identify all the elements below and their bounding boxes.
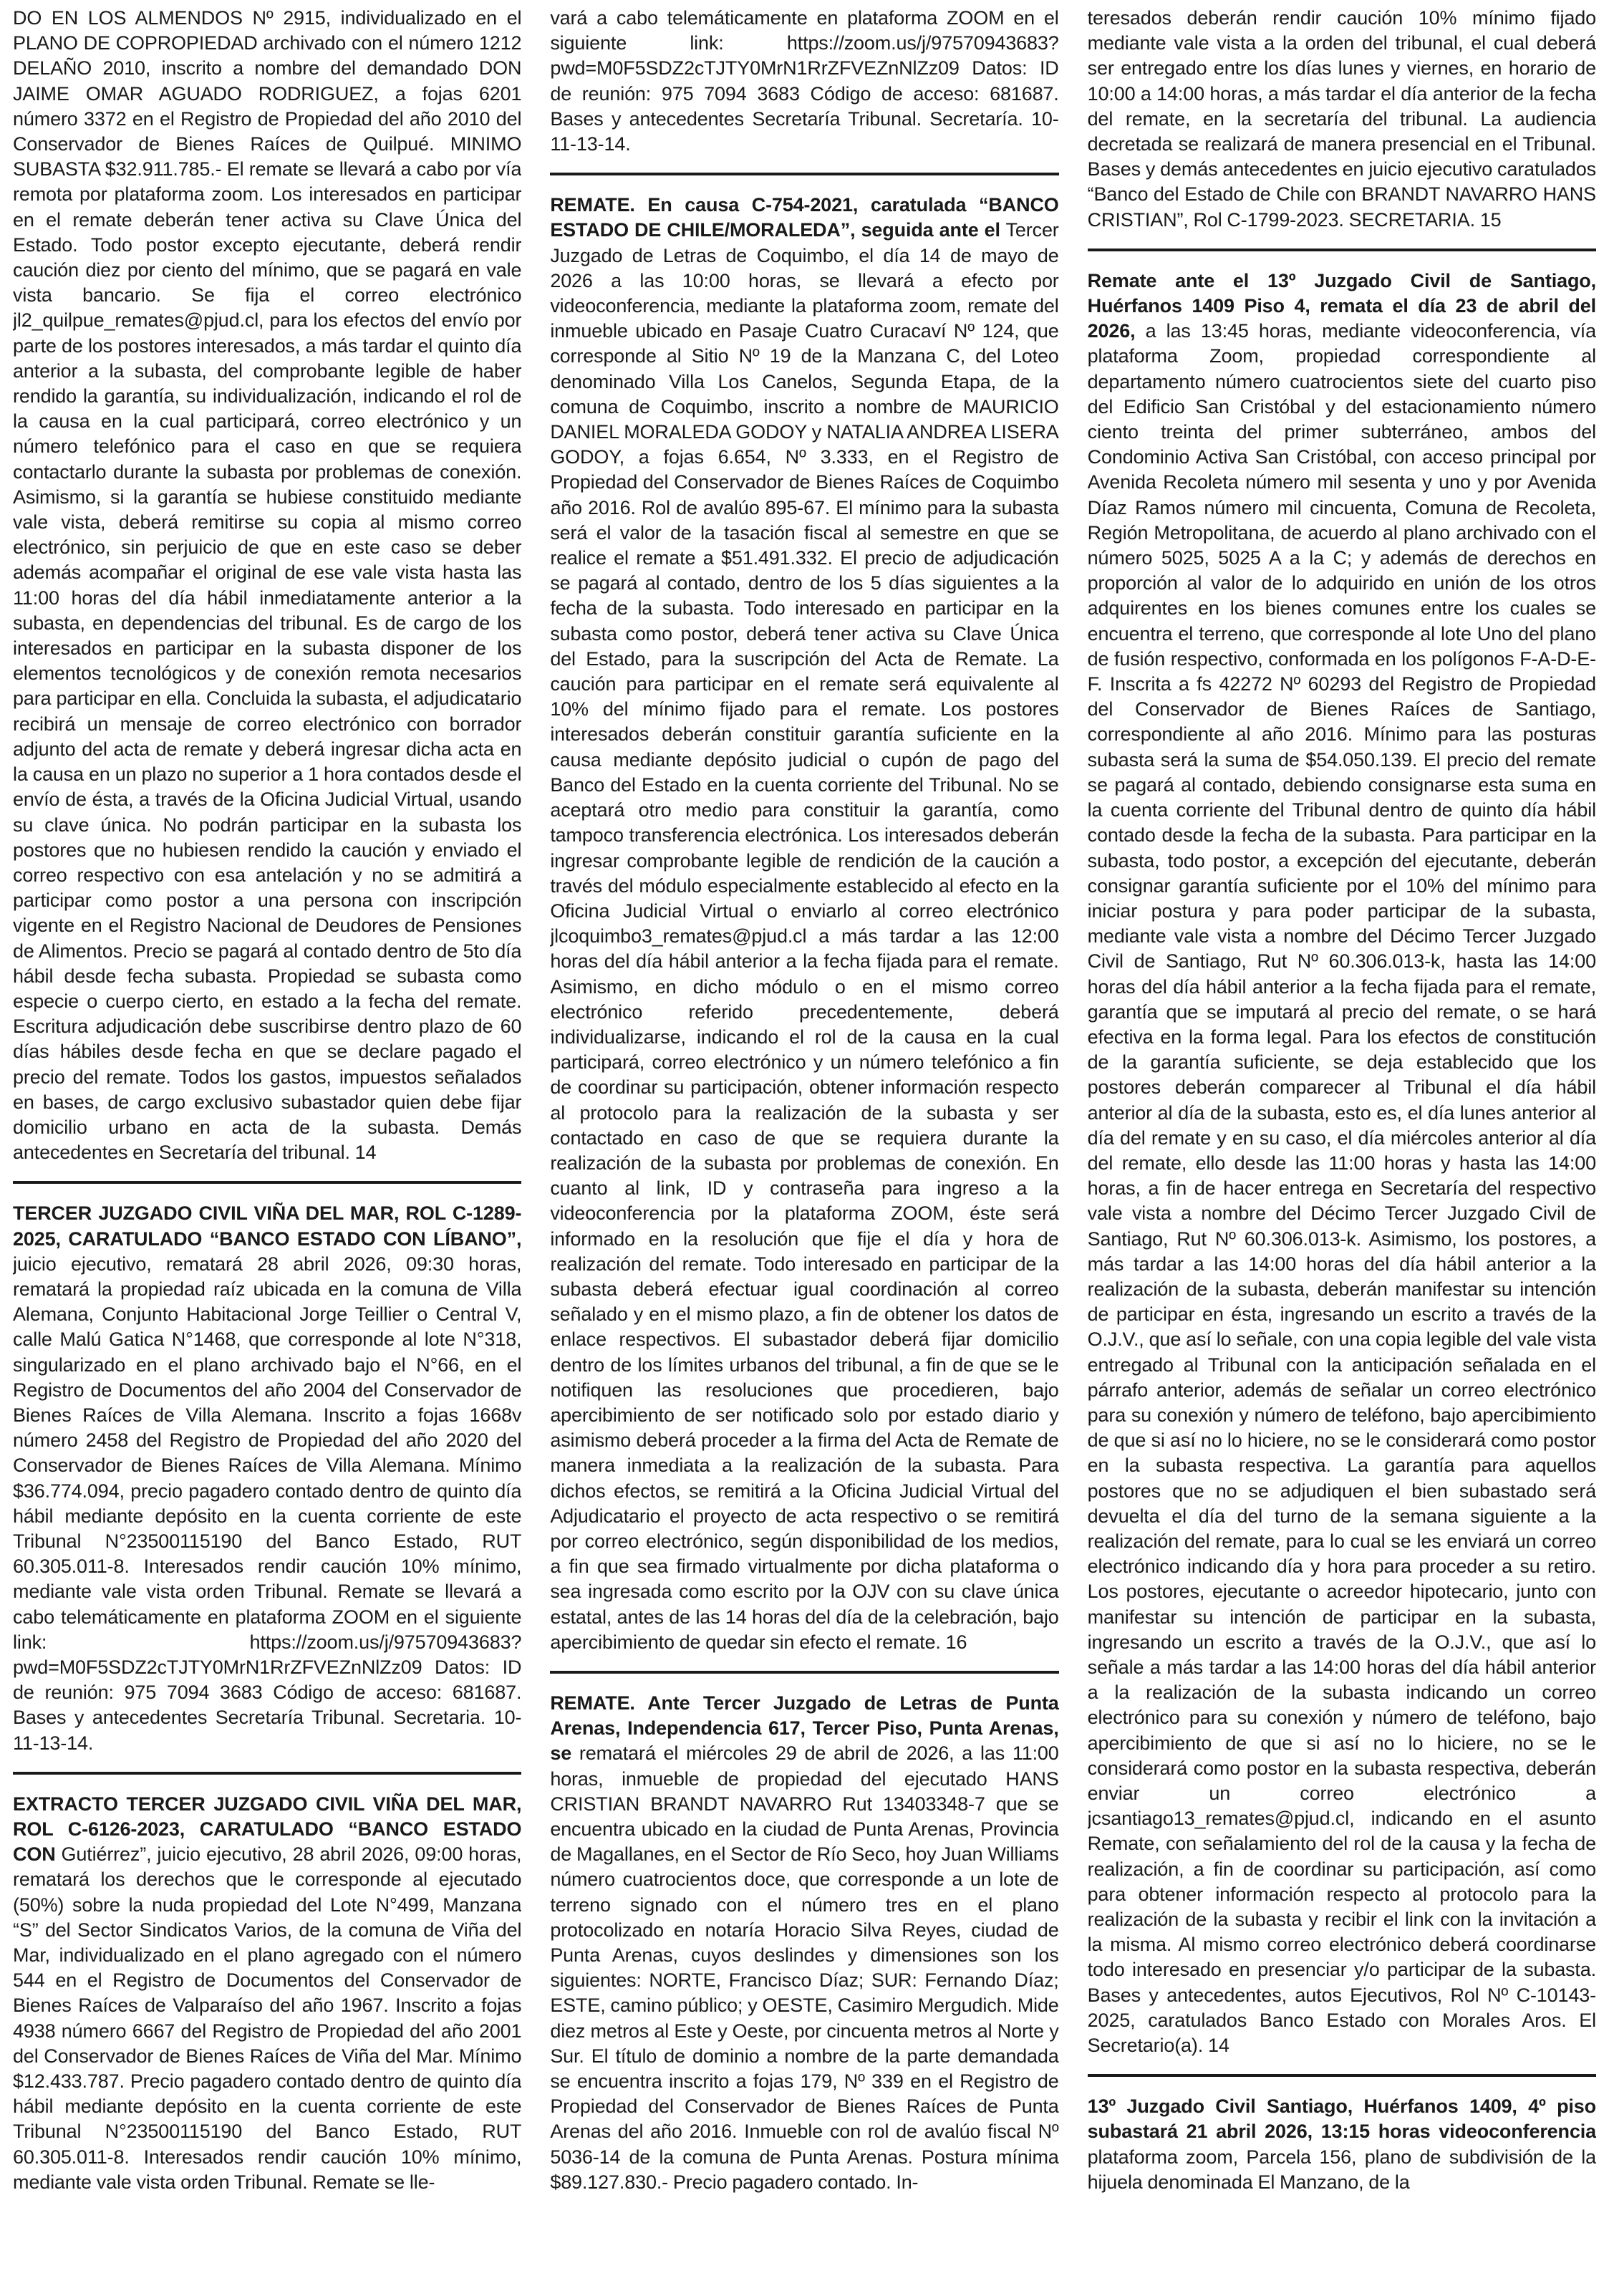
notice-body: vará a cabo telemáticamente en plataforma ZOOM en el siguiente link: https://zoom.us/j/97570943683?pwd=M0F5SDZ2cTJTY0MrN1RrZFVEZnNlZz09 Datos: ID de reunión: 975 7094 3683 Código de acceso: 681687. Bases y antecedentes Secretaría Tribunal. Secretaría. 10-11-13-14. — [550, 7, 1059, 155]
notice-heading: Remate ante el 13º Juzgado Civil de Santiago, Huérfanos 1409 Piso 4, remata el día 23 de abril del 2026, — [1087, 269, 1596, 342]
notice-heading: REMATE. Ante Tercer Juzgado de Letras de Punta Arenas, Independencia 617, Tercer Piso, Punta Arenas, se — [550, 1692, 1059, 1765]
notice-coquimbo-c-754-2021 — [550, 173, 1058, 1655]
notice-body: rematará el miércoles 29 de abril de 2026, a las 11:00 horas, inmueble de propiedad del ejecutado HANS CRISTIAN BRANDT NAVARRO Rut 13403348-7 que se encuentra ubicado en la ciudad de Punta Arenas, Provincia de Magallanes, en el Sector de Río Seco, hoy Juan Williams número cuatrocientos doce, que corresponde a un lote de terreno signado con el número tres en el plano protocolizado en notaría Horacio Silva Reyes, ciudad de Punta Arenas, cuyos deslindes y dimensiones son los siguientes: NORTE, Francisco Díaz; SUR: Fernando Díaz; ESTE, camino público; y OESTE, Casimiro Mergudich. Mide diez metros al Este y Oeste, por cincuenta metros al Norte y Sur. El título de dominio a nombre de la parte demandada se encuentra inscrito a fojas 179, Nº 339 en el Registro de Propiedad del Conservador de Bienes Raíces de Punta Arenas del año 2016. Inmueble con rol de avalúo fiscal Nº 5036-14 de la comuna de Punta Arenas. Postura mínima $89.127.830.- Precio pagadero contado. In- — [550, 1742, 1059, 2193]
notice-heading: TERCER JUZGADO CIVIL VIÑA DEL MAR, ROL C-1289-2025, CARATULADO “BANCO ESTADO CON LÍBANO”, — [13, 1202, 522, 1250]
notice-vina-c-6126-2023 — [13, 1772, 521, 2195]
column-2 — [550, 6, 1058, 2296]
notice-continuation — [550, 6, 1058, 157]
notice-body: juicio ejecutivo, rematará 28 abril 2026, 09:30 horas, rematará la propiedad raíz ubicada en la comuna de Villa Alemana, Conjunto Habitacional Jorge Teillier o Central V, calle Malú Gatica N°1468, que corresponde al lote N°318, singularizado en el plano archivado bajo el N°66, en el Registro de Documentos del año 2004 del Conservador de Bienes Raíces de Villa Alemana. Inscrito a fojas 1668v número 2458 del Registro de Propiedad del año 2020 del Conservador de Bienes Raíces de Villa Alemana. Mínimo $36.774.094, precio pagadero contado dentro de quinto día hábil mediante depósito en la cuenta corriente de este Tribunal N°23500115190 del Banco Estado, RUT 60.305.011-8. Interesados rendir caución 10% mínimo, mediante vale vista orden Tribunal. Remate se llevará a cabo telemáticamente en plataforma ZOOM en el siguiente link: https://zoom.us/j/97570943683?pwd=M0F5SDZ2cTJTY0MrN1RrZFVEZnNlZz09 Datos: ID de reunión: 975 7094 3683 Código de acceso: 681687. Bases y antecedentes Secretaría Tribunal. Secretaria. 10-11-13-14. — [13, 1253, 522, 1754]
column-1 — [13, 6, 521, 2296]
notice-body: DO EN LOS ALMENDOS Nº 2915, individualizado en el PLANO DE COPROPIEDAD archivado con el número 1212 DELAÑO 2010, inscrito a nombre del demandado DON JAIME OMAR AGUADO RODRIGUEZ, a fojas 6201 número 3372 en el Registro de Propiedad del año 2010 del Conservador de Bienes Raíces de Quilpué. MINIMO SUBASTA $32.911.785.- El remate se llevará a cabo por vía remota por plataforma zoom. Los interesados en participar en el remate deberán tener activa su Clave Única del Estado. Todo postor excepto ejecutante, deberá rendir caución diez por ciento del mínimo, que se pagará en vale vista bancario. Se fija el correo electrónico jl2_quilpue_remates@pjud.cl, para los efectos del envío por parte de los postores interesados, a más tardar el quinto día anterior a la subasta, del comprobante legible de haber rendido la garantía, su individualización, indicando el rol de la causa en la cual participará, correo electrónico y un número telefónico para el caso en que se requiera contactarlo durante la subasta por problemas de conexión. Asimismo, si la garantía se hubiese constituido mediante vale vista, deberá remitirse su copia al mismo correo electrónico, sin perjuicio de que en este caso se deber además acompañar el original de ese vale vista hasta las 11:00 horas del día hábil inmediatamente anterior a la subasta, en dependencias del tribunal. Es de cargo de los interesados en participar en la subasta disponer de los elementos tecnológicos y de conexión remota necesarios para participar en ella. Concluida la subasta, el adjudicatario recibirá un mensaje de correo electrónico con borrador adjunto del acta de remate y deberá ingresar dicha acta en la causa en un plazo no superior a 1 hora contados desde el envío de ésta, a través de la Oficina Judicial Virtual, usando su clave única. No podrán participar en la subasta los postores que no hubiesen rendido la caución y enviado el correo respectivo con esa antelación y no se admitirá a participar como postor a una persona con inscripción vigente en el Registro Nacional de Deudores de Pensiones de Alimentos. Precio se pagará al contado dentro de 5to día hábil desde fecha subasta. Propiedad se subasta como especie o cuerpo cierto, en estado a la fecha del remate. Escritura adjudicación debe suscribirse dentro plazo de 60 días hábiles desde fecha en que se declare pagado el precio del remate. Todos los gastos, impuestos señalados en bases, de cargo exclusivo subastador quien debe fijar domicilio urbano en acta de la subasta. Demás antecedentes en Secretaría del tribunal. 14 — [13, 7, 522, 1164]
notice-body: a las 13:45 horas, mediante videoconferencia, vía plataforma Zoom, propiedad correspondiente al departamento número cuatrocientos siete del cuarto piso del Edificio San Cristóbal y del estacionamiento número ciento treinta del primer subterráneo, ambos del Condominio Activa San Cristóbal, con acceso principal por Avenida Recoleta número mil sesenta y uno y por Avenida Díaz Ramos número mil cincuenta, Comuna de Recoleta, Región Metropolitana, de acuerdo al plano archivado con el número 5025, 5025 A a la C; y además de derechos en proporción al valor de lo adquirido en unión de los otros adquirentes en los bienes comunes entre los cuales se encuentra el terreno, que corresponde al lote Uno del plano de fusión respectivo, conformada en los polígonos F-A-D-E-F. Inscrita a fs 42272 Nº 60293 del Registro de Propiedad del Conservador de Bienes Raíces de Santiago, correspondiente al año 2016. Mínimo para las posturas subasta será la suma de $54.050.139. El precio del remate se pagará al contado, debiendo consignarse esta suma en la cuenta corriente del Tribunal dentro de quinto día hábil contado desde la fecha de la subasta. Para participar en la subasta, todo postor, a excepción del ejecutante, deberán consignar garantía suficiente por el 10% del mínimo para iniciar postura y para poder participar de la subasta, mediante vale vista a nombre del Décimo Tercer Juzgado Civil de Santiago, Rut Nº 60.306.013-k, hasta las 14:00 horas del día hábil anterior a la fecha fijada para el remate, garantía que se imputará al precio del remate, o se hará efectiva en la forma legal. Para los efectos de constitución de la garantía suficiente, se deja establecido que los postores deberán comparecer al Tribunal el día hábil anterior al día de la subasta, esto es, el día lunes anterior al día del remate y en su caso, el día miércoles anterior al día del remate, ello desde las 11:00 horas y hasta las 14:00 horas, a fin de hacer entrega en Secretaría del respectivo vale vista a nombre del Décimo Tercer Juzgado Civil de Santiago, Rut Nº 60.306.013-k. Asimismo, los postores, a más tardar a las 14:00 horas del día hábil anterior a la realización de la subasta, deberán manifestar su intención de participar en ésta, ingresando un escrito a través de la O.J.V., que así lo señale, con una copia legible del vale vista entregado al Tribunal con la anticipación señalada en el párrafo anterior, además de señalar un correo electrónico para su conexión y número de teléfono, bajo apercibimiento de que si así no lo hiciere, no se le considerará como postor en la subasta respectiva. La garantía para aquellos postores que no se adjudiquen el bien subastado será devuelta el día del turno de la semana siguiente a la realización del remate, para lo cual se les enviará un correo electrónico indicando día y hora para proceder a su retiro. Los postores, ejecutante o acreedor hipotecario, junto con manifestar su intención de participar en la subasta, ingresando un escrito a través de la O.J.V., que así lo señale a más tardar a las 14:00 horas del día hábil anterior a la realización de la subasta indicando un correo electrónico para su conexión y número de teléfono, bajo apercibimiento de que si así no lo hiciere, no se le considerará como postor en la subasta respectiva, deberán enviar un correo electrónico a jcsantiago13_remates@pjud.cl, indicando en el asunto Remate, con señalamiento del rol de la causa y la fecha de realización, a fin de coordinar su participación, así como para obtener información respecto al protocolo para la realización de la subasta y recibir el link con la invitación a la misma. Al mismo correo electrónico deberá coordinarse todo interesado en presenciar y/o participar de la subasta. Bases y antecedentes, autos Ejecutivos, Rol Nº C-10143-2025, caratulados Banco Estado con Morales Aros. El Secretario(a). 14 — [1087, 320, 1596, 2057]
notice-body: teresados deberán rendir caución 10% mínimo fijado mediante vale vista a la orden del tribunal, el cual deberá ser entregado entre los días lunes y viernes, en horario de 10:00 a 14:00 horas, a más tardar el día anterior de la fecha del remate, en la secretaría del tribunal. La audiencia decretada se realizará de manera presencial en el Tribunal. Bases y demás antecedentes en juicio ejecutivo caratulados “Banco del Estado de Chile con BRANDT NAVARRO HANS CRISTIAN”, Rol C-1799-2023. SECRETARIA. 15 — [1087, 7, 1596, 231]
notice-continuation — [1088, 6, 1596, 233]
notice-heading: REMATE. En causa C-754-2021, caratulada “BANCO ESTADO DE CHILE/MORALEDA”, seguida ante el — [550, 194, 1059, 241]
notice-santiago-13-parcela-156 — [1088, 2074, 1596, 2195]
notice-continuation — [13, 6, 521, 1165]
notice-body: Gutiérrez”, juicio ejecutivo, 28 abril 2026, 09:00 horas, rematará los derechos que le corresponde al ejecutado (50%) sobre la nuda propiedad del Lote N°499, Manzana “S” del Sector Sindicatos Varios, de la comuna de Viña del Mar, individualizado en el plano agregado con el número 544 en el Registro de Documentos del Conservador de Bienes Raíces de Valparaíso del año 1967. Inscrito a fojas 4938 número 6667 del Registro de Propiedad del año 2001 del Conservador de Bienes Raíces de Viña del Mar. Mínimo $12.433.787. Precio pagadero contado dentro de quinto día hábil mediante depósito en la cuenta corriente de este Tribunal N°23500115190 del Banco Estado, RUT 60.305.011-8. Interesados rendir caución 10% mínimo, mediante vale vista orden Tribunal. Remate se lle- — [13, 1843, 522, 2193]
column-3 — [1088, 6, 1596, 2296]
notice-punta-arenas — [550, 1671, 1058, 2195]
notice-body: plataforma zoom, Parcela 156, plano de subdivisión de la hijuela denominada El Manzano, de la — [1087, 2146, 1596, 2193]
notice-body: Tercer Juzgado de Letras de Coquimbo, el día 14 de mayo de 2026 a las 10:00 horas, se llevará a efecto por videoconferencia, mediante la plataforma zoom, remate del inmueble ubicado en Pasaje Cuatro Curacaví Nº 124, que corresponde al Sitio Nº 19 de la Manzana C, del Loteo denominado Villa Los Canelos, Segunda Etapa, de la comuna de Coquimbo, inscrito a nombre de MAURICIO DANIEL MORALEDA GODOY y NATALIA ANDREA LISERA GODOY, a fojas 6.654, Nº 3.333, en el Registro de Propiedad del Conservador de Bienes Raíces de Coquimbo año 2016. Rol de avalúo 895-67. El mínimo para la subasta será el valor de la tasación fiscal al semestre en que se realice el remate a $51.491.332. El precio de adjudicación se pagará al contado, dentro de los 5 días siguientes a la fecha de la subasta. Todo interesado en participar en la subasta como postor, deberá tener activa su Clave Única del Estado, para la suscripción del Acta de Remate. La caución para participar en el remate será equivalente al 10% del mínimo fijado para el remate. Los postores interesados deberán constituir garantía suficiente en la causa mediante depósito judicial o cupón de pago del Banco del Estado en la cuenta corriente del Tribunal. No se aceptará otro medio para constituir la garantía, como tampoco transferencia electrónica. Los interesados deberán ingresar comprobante legible de rendición de la caución a través del módulo especialmente establecido al efecto en la Oficina Judicial Virtual o enviarlo al correo electrónico jlcoquimbo3_remates@pjud.cl a más tardar a las 12:00 horas del día hábil anterior a la fecha fijada para el remate. Asimismo, en dicho módulo o en el mismo correo electrónico referido precedentemente, deberá individualizarse, indicando el rol de la causa en la cual participará, correo electrónico y un número telefónico a fin de coordinar su participación, obtener información respecto al protocolo para la realización de la subasta y ser contactado en caso de que se requiera durante la realización de la subasta por problemas de conexión. En cuanto al link, ID y contraseña para ingreso a la videoconferencia por la plataforma ZOOM, éste será informado en la resolución que fije el día y hora de realización del remate. Todo interesado en participar de la subasta deberá efectuar igual coordinación al correo señalado y en el mismo plazo, a fin de obtener los datos de enlace respectivos. El subastador deberá fijar domicilio dentro de los límites urbanos del tribunal, a fin de que se le notifiquen las resoluciones que procedieren, bajo apercibimiento de ser notificado solo por estado diario y asimismo deberá proceder a la firma del Acta de Remate de manera inmediata a la realización de la subasta. Para dichos efectos, se remitirá a la Oficina Judicial Virtual del Adjudicatario el proyecto de acta respectivo o se remitirá por correo electrónico, según disponibilidad de los medios, a fin que sea firmado virtualmente por dicha plataforma o sea ingresada como escrito por la OJV con su clave única estatal, antes de las 14 horas del día de la celebración, bajo apercibimiento de quedar sin efecto el remate. 16 — [550, 219, 1059, 1653]
notice-heading: EXTRACTO TERCER JUZGADO CIVIL VIÑA DEL MAR, ROL C-6126-2023, CARATULADO “BANCO ESTADO CON — [13, 1793, 522, 1866]
notice-heading: 13º Juzgado Civil Santiago, Huérfanos 1409, 4º piso subastará 21 abril 2026, 13:15 horas videoconferencia — [1087, 2095, 1596, 2143]
notice-santiago-13-c-10143-2025 — [1088, 249, 1596, 2058]
notice-vina-c-1289-2025 — [13, 1181, 521, 1755]
